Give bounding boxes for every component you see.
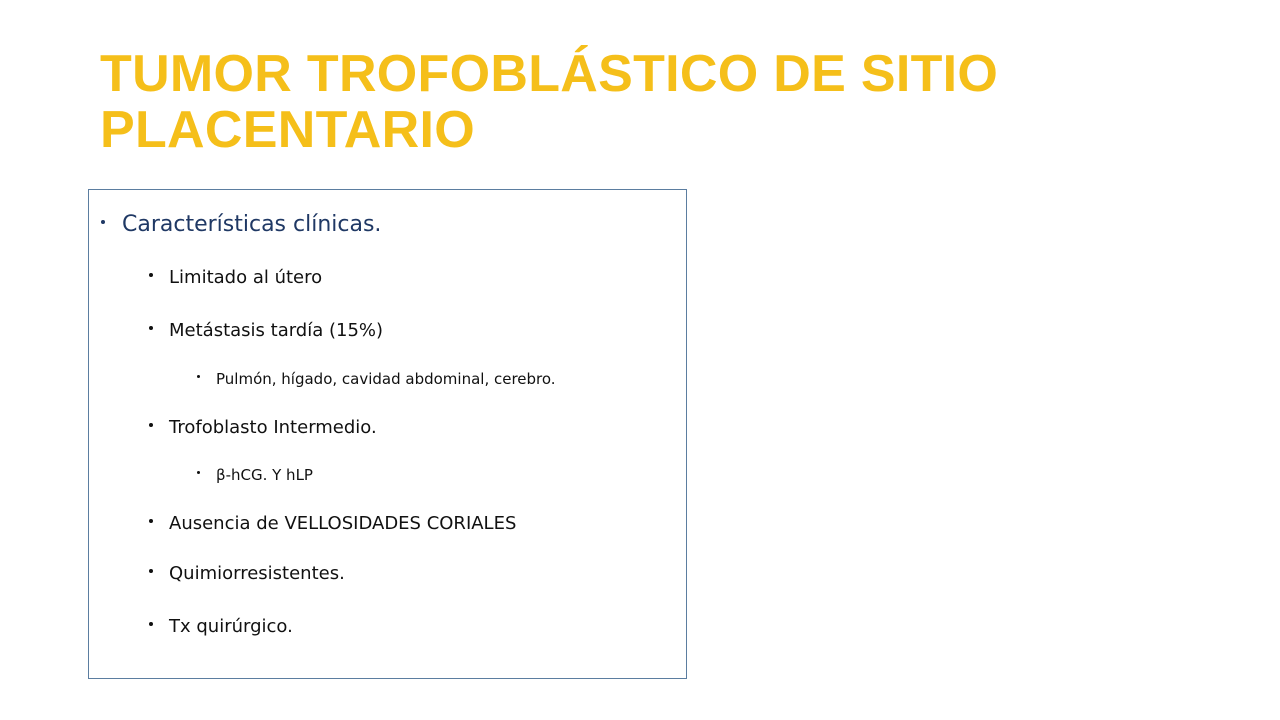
- bullet-text: Pulmón, hígado, cavidad abdominal, cerebro.: [216, 370, 556, 388]
- bullet-item: [149, 417, 377, 438]
- bullet-text: Tx quirúrgico.: [169, 616, 293, 637]
- bullet-item: [101, 212, 381, 237]
- bullet-dot-icon: [149, 326, 153, 330]
- bullet-item: [149, 267, 322, 288]
- bullet-text: Trofoblasto Intermedio.: [169, 417, 377, 438]
- bullet-dot-icon: [149, 423, 153, 427]
- bullet-item: [149, 320, 383, 341]
- bullet-dot-icon: [149, 569, 153, 573]
- slide-title: [100, 46, 1220, 158]
- bullet-item: [149, 616, 293, 637]
- bullet-text: Características clínicas.: [122, 212, 382, 237]
- bullet-dot-icon: [101, 220, 105, 224]
- bullet-dot-icon: [197, 471, 200, 474]
- bullet-text: Quimiorresistentes.: [169, 563, 345, 584]
- bullet-item: [197, 370, 556, 388]
- bullet-item: [149, 563, 345, 584]
- bullet-item: [149, 513, 516, 534]
- bullet-item: [197, 466, 313, 484]
- bullet-dot-icon: [197, 375, 200, 378]
- bullet-text: Metástasis tardía (15%): [169, 320, 384, 341]
- bullet-dot-icon: [149, 273, 153, 277]
- bullet-dot-icon: [149, 519, 153, 523]
- slide-title-line-1: TUMOR TROFOBLÁSTICO DE SITIO: [100, 45, 999, 103]
- content-box: [88, 189, 687, 679]
- slide-title-line-2: PLACENTARIO: [100, 101, 475, 159]
- bullet-text: Ausencia de VELLOSIDADES CORIALES: [169, 513, 517, 534]
- bullet-text: β-hCG. Y hLP: [216, 466, 313, 484]
- bullet-text: Limitado al útero: [169, 267, 323, 288]
- bullet-dot-icon: [149, 622, 153, 626]
